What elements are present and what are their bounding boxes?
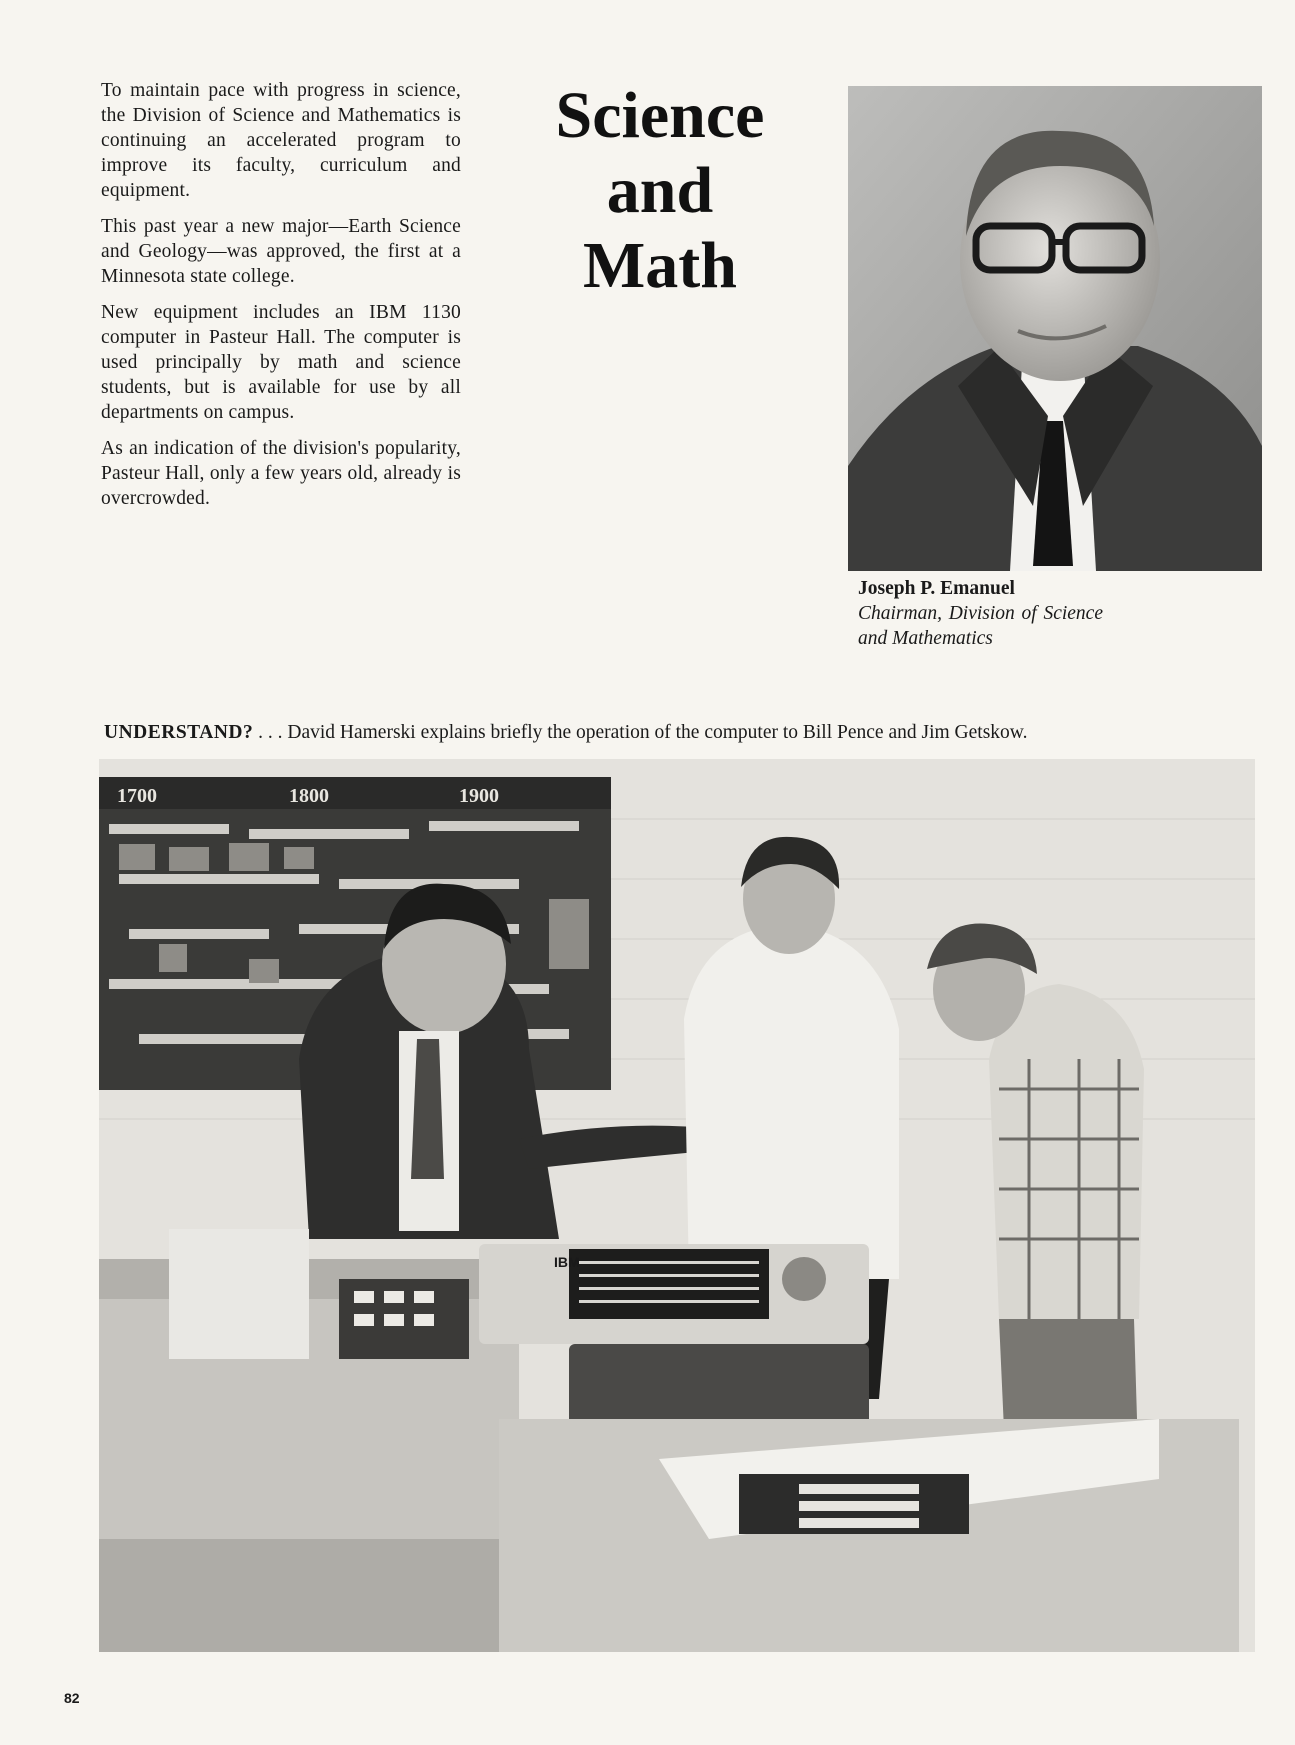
timeline-label-1900: 1900 <box>459 785 499 807</box>
page-title <box>520 78 800 303</box>
intro-paragraph-4: As an indication of the division's popularity, Pasteur Hall, only a few years old, already is overcrowded. <box>101 438 461 509</box>
timeline-label-1800: 1800 <box>289 785 329 807</box>
page-number: 82 <box>64 1690 80 1706</box>
timeline-label-1700: 1700 <box>117 785 157 807</box>
computer-lab-photo <box>99 759 1255 1652</box>
portrait-photo <box>848 86 1262 571</box>
intro-paragraph-3: New equipment includes an IBM 1130 computer in Pasteur Hall. The computer is used principally by math and science students, but is available for use by all departments on campus. <box>101 302 461 423</box>
intro-paragraph-2: This past year a new major—Earth Science and Geology—was approved, the first at a Minnesota state college. <box>101 216 461 287</box>
title-line-1: Science <box>555 79 765 152</box>
photo-caption-text: . . . David Hamerski explains briefly the operation of the computer to Bill Pence and Jim Getskow. <box>253 722 1028 743</box>
portrait-caption <box>858 576 1103 651</box>
ibm-logo-text: IBM <box>554 1254 580 1270</box>
intro-text <box>101 78 461 522</box>
photo-caption <box>104 720 1214 746</box>
portrait-illustration <box>848 86 1262 571</box>
portrait-title: Chairman, Division of Science and Mathematics <box>858 603 1103 649</box>
portrait-name: Joseph P. Emanuel <box>858 578 1015 599</box>
title-line-3: Math <box>583 229 737 302</box>
title-line-2: and <box>606 154 714 227</box>
photo-caption-lead: UNDERSTAND? <box>104 722 254 743</box>
computer-lab-illustration <box>99 759 1255 1652</box>
intro-paragraph-1: To maintain pace with progress in science, the Division of Science and Mathematics is continuing an accelerated program to improve its faculty, curriculum and equipment. <box>101 80 461 201</box>
